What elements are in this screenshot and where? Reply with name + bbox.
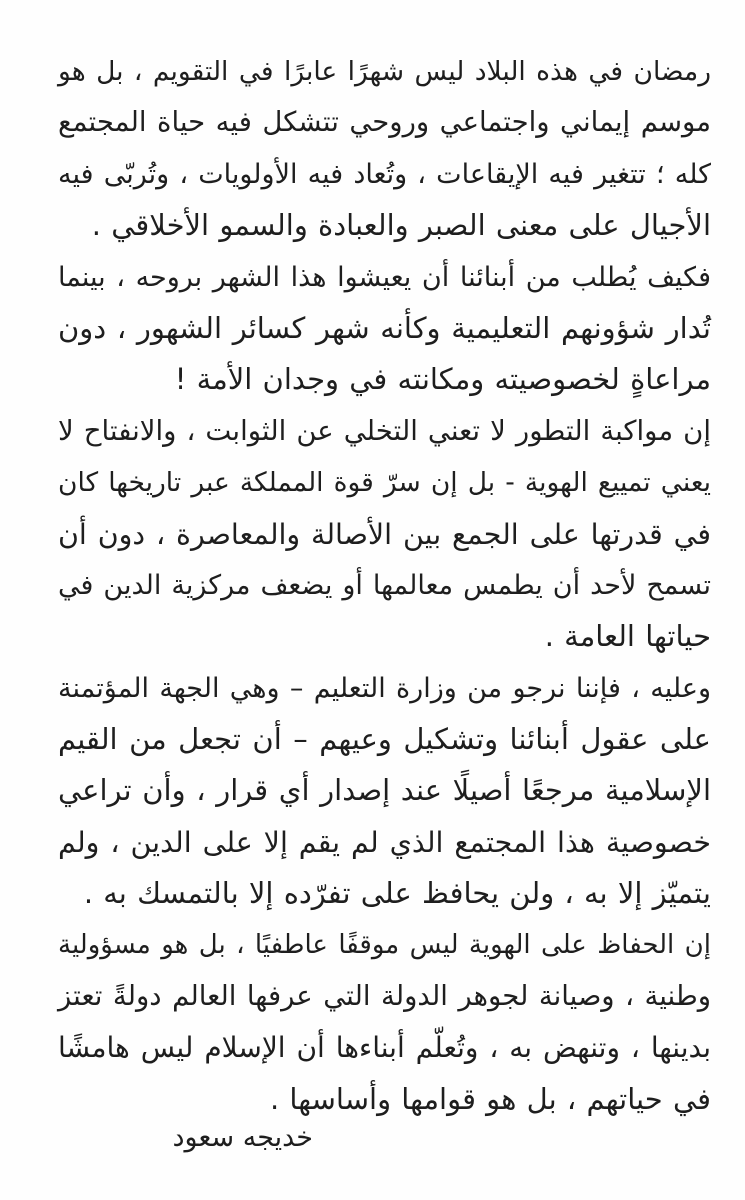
text-line: إن الحفاظ على الهوية ليس موقفًا عاطفيًا ، بل هو مسؤولية bbox=[58, 929, 711, 960]
paragraph bbox=[58, 663, 711, 920]
text-line: فكيف يُطلب من أبنائنا أن يعيشوا هذا الشهر بروحه ، بينما bbox=[58, 261, 711, 293]
text-line: وعليه ، فإننا نرجو من وزارة التعليم – وهي الجهة المؤتمنة bbox=[58, 672, 711, 704]
text-line: تسمح لأحد أن يطمس معالمها أو يضعف مركزية الدين في bbox=[58, 569, 711, 601]
text-line: تُدار شؤونهم التعليمية وكأنه شهر كسائر الشهور ، دون bbox=[58, 310, 711, 345]
text-line: وطنية ، وصيانة لجوهر الدولة التي عرفها العالم دولةً تعتز bbox=[58, 980, 711, 1013]
paragraph bbox=[58, 406, 711, 663]
text-line: الأجيال على معنى الصبر والعبادة والسمو الأخلاقي . bbox=[91, 208, 711, 243]
text-line: في قدرتها على الجمع بين الأصالة والمعاصرة ، دون أن bbox=[58, 517, 711, 551]
text-line: بدينها ، وتنهض به ، وتُعلّم أبناءها أن الإسلام ليس هامشًا bbox=[58, 1031, 711, 1065]
text-line: يتميّز إلا به ، ولن يحافظ على تفرّده إلا بالتمسك به . bbox=[83, 876, 711, 911]
text-line: إن مواكبة التطور لا تعني التخلي عن الثوابت ، والانفتاح لا bbox=[58, 414, 711, 447]
paragraph bbox=[58, 252, 711, 406]
article-body bbox=[58, 46, 711, 1125]
text-line: حياتها العامة . bbox=[544, 619, 711, 654]
text-line: الإسلامية مرجعًا أصيلًا عند إصدار أي قرار ، وأن تراعي bbox=[58, 773, 711, 808]
text-line: يعني تمييع الهوية - بل إن سرّ قوة المملكة عبر تاريخها كان bbox=[58, 467, 711, 499]
text-line: موسم إيماني واجتماعي وروحي تتشكل فيه حياة المجتمع bbox=[58, 106, 711, 139]
text-line: مراعاةٍ لخصوصيته ومكانته في وجدان الأمة ! bbox=[174, 362, 711, 397]
text-line: في حياتهم ، بل هو قوامها وأساسها . bbox=[269, 1081, 711, 1116]
paragraph bbox=[58, 46, 711, 252]
text-line: كله ؛ تتغير فيه الإيقاعات ، وتُعاد فيه الأولويات ، وتُربّى فيه bbox=[58, 158, 711, 190]
text-line: على عقول أبنائنا وتشكيل وعيهم – أن تجعل من القيم bbox=[58, 722, 711, 757]
text-line: خصوصية هذا المجتمع الذي لم يقم إلا على الدين ، ولم bbox=[58, 825, 711, 859]
text-line: رمضان في هذه البلاد ليس شهرًا عابرًا في التقويم ، بل هو bbox=[58, 56, 711, 87]
paragraph bbox=[58, 920, 711, 1126]
author-signature: خديجه سعود bbox=[172, 1122, 313, 1153]
